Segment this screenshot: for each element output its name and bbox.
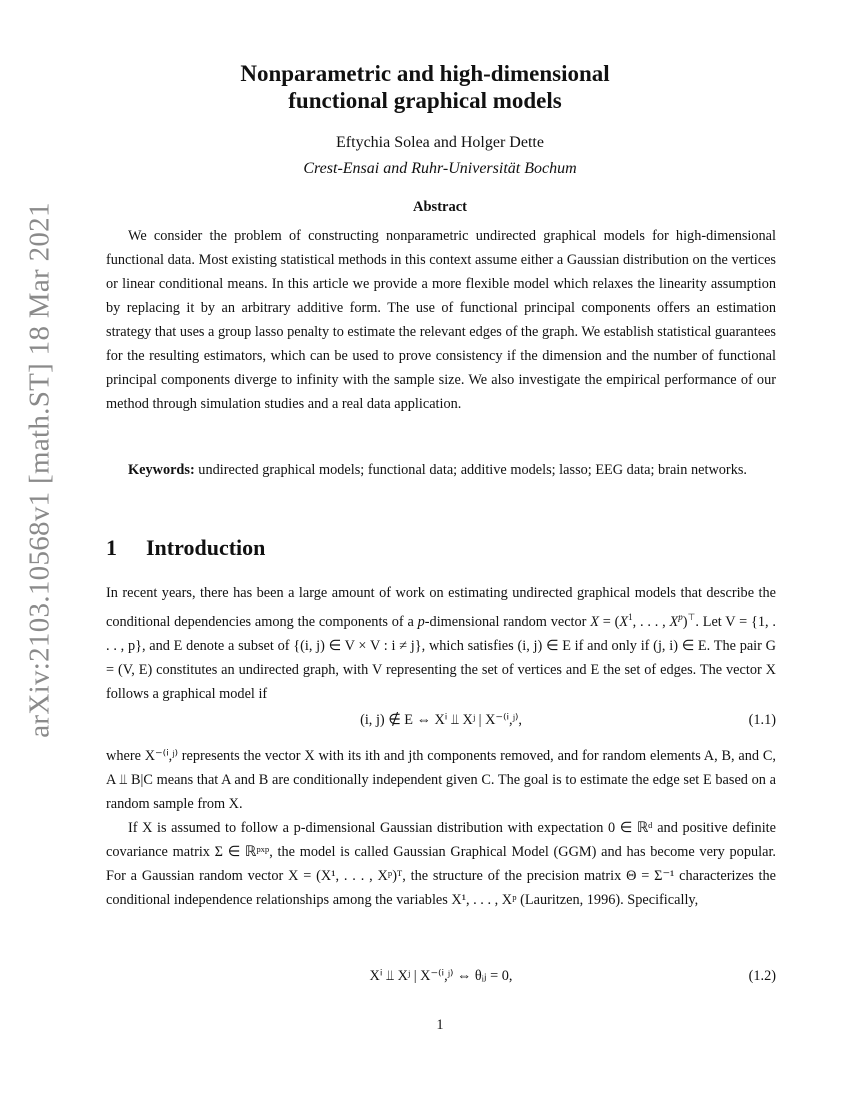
arxiv-stamp: arXiv:2103.10568v1 [math.ST] 18 Mar 2021 [23, 202, 56, 738]
keywords-label: Keywords: [128, 462, 195, 478]
page-number: 1 [436, 1017, 444, 1033]
section-title: Introduction [146, 535, 266, 560]
authors: Eftychia Solea and Holger Dette [336, 134, 544, 151]
affiliation: Crest-Ensai and Ruhr-Universität Bochum [303, 160, 577, 177]
equation-1-2-tag: (1.2) [748, 968, 776, 984]
equation-1-1-body: (i, j) ∉ E ⇔ Xⁱ ⫫ Xʲ | X⁻⁽ⁱ,ʲ⁾, [360, 712, 522, 728]
paper-title [0, 60, 850, 114]
keywords-text: undirected graphical models; functional data; additive models; lasso; EEG data; brain networks. [198, 462, 747, 478]
intro-paragraph-2: where X⁻⁽ⁱ,ʲ⁾ represents the vector X with its ith and jth components removed, and for random elements A, B, and C, A ⫫ B|C means that A and B are conditionally independent given C. The goal is to estimate the edge set E based on a random sample from X. [106, 748, 776, 812]
equation-1-1-tag: (1.1) [748, 712, 776, 728]
title-line-1: Nonparametric and high-dimensional [240, 61, 610, 86]
section-heading [106, 535, 265, 561]
equation-1-2-body: Xⁱ ⫫ Xʲ | X⁻⁽ⁱ,ʲ⁾ ⇔ θᵢⱼ = 0, [369, 968, 513, 984]
abstract-heading: Abstract [413, 199, 467, 215]
intro-paragraph-3: If X is assumed to follow a p-dimensional Gaussian distribution with expectation 0 ∈ ℝᵈ and positive definite covariance matrix Σ ∈ ℝᵖˣᵖ, the model is called Gaussian Graphical Model (GGM) and has become very popular. For a Gaussian random vector X = (X¹, . . . , Xᵖ)ᵀ, the structure of the precision matrix Θ = Σ⁻¹ characterizes the conditional independence relationships among the variables X¹, . . . , Xᵖ (Lauritzen, 1996). Specifically, [106, 820, 776, 908]
keywords [106, 458, 776, 482]
intro-paragraph-1: In recent years, there has been a large amount of work on estimating undirected graphical models that describe the conditional dependencies among the components of a p-dimensional random vector $X = (X^1$, . . . , $X^p)^⊤$. Let V = {1, . . . , p}, and E denote a subset of {(i, j) ∈ V × V : i ≠ j}, which satisfies (i, j) ∈ E if and only if (j, i) ∈ E. The pair G = (V, E) constitutes an undirected graph, with V representing the set of vertices and E the set of edges. The vector X follows a graphical model if [106, 585, 776, 702]
abstract-text: We consider the problem of constructing nonparametric undirected graphical models for high-dimensional functional data. Most existing statistical methods in this context assume either a Gaussian distribution on the vertices or linear conditional means. In this article we provide a more flexible model which relaxes the linearity assumption by replacing it by an arbitrary additive form. The use of functional principal components offers an estimation strategy that uses a group lasso penalty to estimate the relevant edges of the graph. We establish statistical guarantees for the resulting estimators, which can be used to prove consistency if the dimension and the number of functional principal components diverge to infinity with the sample size. We also investigate the empirical performance of our method through simulation studies and a real data application. [106, 228, 776, 412]
section-number: 1 [106, 535, 117, 560]
title-line-2: functional graphical models [288, 88, 562, 113]
